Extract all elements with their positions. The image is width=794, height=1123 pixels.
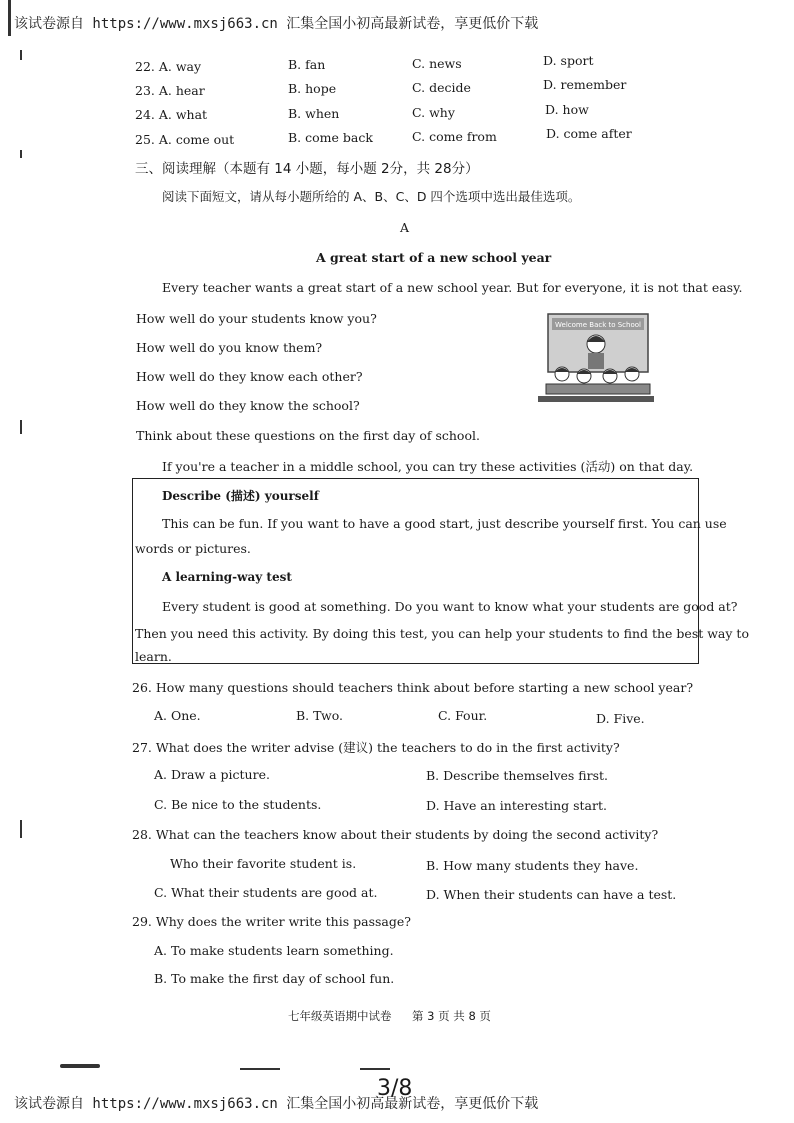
option-23c: C. decide xyxy=(412,80,471,95)
q28-stem: 28. What can the teachers know about their students by doing the second activity? xyxy=(132,827,659,842)
option-25c: C. come from xyxy=(412,129,497,144)
scan-artifact xyxy=(360,1068,390,1070)
q27-option-c: C. Be nice to the students. xyxy=(154,797,322,812)
activity-1-line-1: This can be fun. If you want to have a good start, just describe yourself first. You can use xyxy=(162,516,727,531)
option-22c: C. news xyxy=(412,56,462,71)
scan-artifact xyxy=(60,1064,100,1068)
option-23b: B. hope xyxy=(288,81,337,96)
footer-watermark: 该试卷源自 https://www.mxsj663.cn 汇集全国小初高最新试卷，享更低价下载 xyxy=(14,1096,539,1112)
passage-question-1: How well do your students know you? xyxy=(136,311,377,326)
option-22d: D. sport xyxy=(543,53,594,68)
passage-title: A great start of a new school year xyxy=(316,250,552,265)
q28-option-b: B. How many students they have. xyxy=(426,858,639,873)
q28-option-d: D. When their students can have a test. xyxy=(426,887,677,902)
q26-option-b: B. Two. xyxy=(296,708,344,723)
q29-option-a: A. To make students learn something. xyxy=(154,943,394,958)
scan-artifact xyxy=(20,820,22,838)
q26-option-d: D. Five. xyxy=(596,711,645,726)
section-instruction: 阅读下面短文，请从每小题所给的 A、B、C、D 四个选项中选出最佳选项。 xyxy=(162,189,581,204)
option-25a: 25. A. come out xyxy=(135,132,235,147)
activity-2-line-1: Every student is good at something. Do you want to know what your students are good at? xyxy=(162,599,738,614)
option-25b: B. come back xyxy=(288,130,373,145)
q29-option-b: B. To make the first day of school fun. xyxy=(154,971,395,986)
scan-artifact xyxy=(8,0,11,36)
scan-artifact xyxy=(20,50,22,60)
q26-option-c: C. Four. xyxy=(438,708,488,723)
picture-caption: Welcome Back to School xyxy=(555,321,641,329)
q28-option-a: Who their favorite student is. xyxy=(170,856,357,871)
part-label: A xyxy=(400,220,410,235)
section-heading: 三、阅读理解（本题有 14 小题，每小题 2分，共 28分） xyxy=(135,161,479,177)
option-24d: D. how xyxy=(545,102,589,117)
page-counter: 3/8 xyxy=(377,1076,413,1101)
option-23d: D. remember xyxy=(543,77,627,92)
passage-question-2: How well do you know them? xyxy=(136,340,323,355)
passage-try: If you're a teacher in a middle school, you can try these activities (活动) on that day. xyxy=(162,459,694,474)
scan-artifact xyxy=(240,1068,280,1070)
footer-page-info: 第 3 页 共 8 页 xyxy=(412,1009,491,1023)
option-24a: 24. A. what xyxy=(135,107,208,122)
passage-think: Think about these questions on the first day of school. xyxy=(136,428,480,443)
activity-2-line-2: Then you need this activity. By doing this test, you can help your students to find the best way to xyxy=(135,626,749,641)
activity-2-heading: A learning-way test xyxy=(162,570,292,584)
q26-option-a: A. One. xyxy=(154,708,201,723)
passage-intro: Every teacher wants a great start of a new school year. But for everyone, it is not that easy. xyxy=(162,280,743,295)
passage-question-3: How well do they know each other? xyxy=(136,369,363,384)
option-22a: 22. A. way xyxy=(135,59,202,74)
q26-stem: 26. How many questions should teachers think about before starting a new school year? xyxy=(132,680,694,695)
header-watermark: 该试卷源自 https://www.mxsj663.cn 汇集全国小初高最新试卷，享更低价下载 xyxy=(14,16,539,32)
option-24c: C. why xyxy=(412,105,455,120)
q27-option-a: A. Draw a picture. xyxy=(154,767,270,782)
scan-artifact xyxy=(20,150,22,158)
activity-1-line-2: words or pictures. xyxy=(135,541,251,556)
option-23a: 23. A. hear xyxy=(135,83,205,98)
option-22b: B. fan xyxy=(288,57,326,72)
activity-2-line-3: learn. xyxy=(135,649,172,664)
passage-question-4: How well do they know the school? xyxy=(136,398,360,413)
classroom-illustration xyxy=(536,312,656,406)
q29-stem: 29. Why does the writer write this passage? xyxy=(132,914,411,929)
q28-option-c: C. What their students are good at. xyxy=(154,885,378,900)
q27-option-d: D. Have an interesting start. xyxy=(426,798,607,813)
activity-1-heading: Describe (描述) yourself xyxy=(162,489,319,503)
scan-artifact xyxy=(20,420,22,434)
option-24b: B. when xyxy=(288,106,340,121)
q27-stem: 27. What does the writer advise (建议) the teachers to do in the first activity? xyxy=(132,740,620,755)
q27-option-b: B. Describe themselves first. xyxy=(426,768,609,783)
footer-exam-title: 七年级英语期中试卷 xyxy=(288,1009,392,1023)
option-25d: D. come after xyxy=(546,126,632,141)
